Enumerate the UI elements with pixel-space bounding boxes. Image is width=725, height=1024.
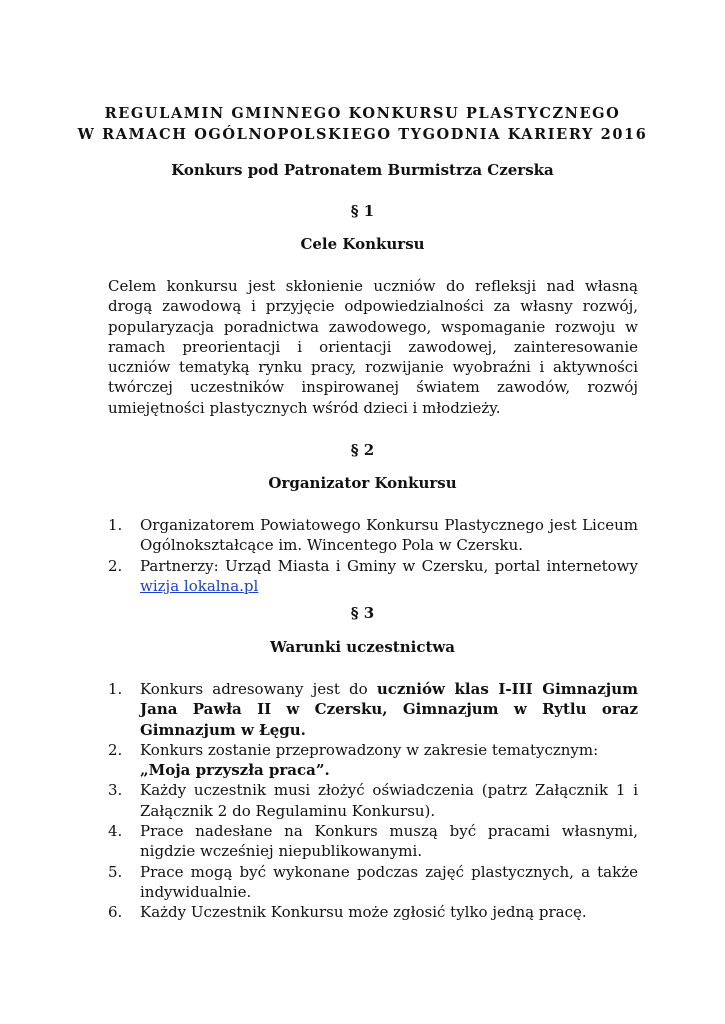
section-1-number: § 1 — [350, 202, 375, 220]
list-item-text: Konkurs adresowany jest do — [140, 680, 377, 698]
list-item — [108, 780, 638, 821]
list-item-number: 3. — [108, 781, 123, 800]
list-item — [108, 679, 638, 740]
list-item-bold-text: uczniów klas I-III Gimnazjum Jana Pawła II w Czersku, Gimnazjum w Rytlu oraz Gimnazjum w Łęgu. — [140, 680, 638, 739]
section-2-number: § 2 — [350, 441, 375, 459]
list-item — [108, 821, 638, 862]
list-item-number: 6. — [108, 903, 123, 922]
list-item — [108, 515, 638, 556]
list-item-text: Każdy uczestnik musi złożyć oświadczenia (patrz Załącznik 1 i Załącznik 2 do Regulaminu Konkursu). — [140, 781, 638, 820]
list-item — [108, 556, 638, 597]
list-item-number: 2. — [108, 740, 123, 759]
list-item-text: Organizatorem Powiatowego Konkursu Plastycznego jest Liceum Ogólnokształcące im. Wincentego Pola w Czersku. — [140, 516, 638, 555]
list-item-number: 1. — [108, 516, 123, 534]
section-1-heading: Cele Konkursu — [300, 235, 425, 253]
list-item-number: 5. — [108, 862, 123, 881]
list-item-number: 4. — [108, 822, 123, 841]
section-1-body: Celem konkursu jest skłonienie uczniów do refleksji nad własną drogą zawodową i przyjęcie odpowiedzialności za własny rozwój, popularyzacja poradnictwa zawodowego, wspomaganie rozwoju w ramach preorientacji i orientacji zawodowej, zainteresowanie uczniów tematyką rynku pracy, rozwijanie wyobraźni i aktywności twórczej uczestników inspirowanej światem zawodów, rozwój umiejętności plastycznych wśród dzieci i młodzieży. — [108, 277, 638, 417]
list-item-number: 2. — [108, 556, 123, 575]
section-3-number: § 3 — [350, 604, 375, 622]
list-item-text: Konkurs zostanie przeprowadzony w zakresie tematycznym: — [140, 740, 599, 759]
list-item-text: Prace nadesłane na Konkurs muszą być pracami własnymi, nigdzie wcześniej niepublikowanymi. — [140, 822, 638, 861]
list-item-text: Każdy Uczestnik Konkursu może zgłosić tylko jedną pracę. — [140, 903, 587, 922]
list-item-text: Partnerzy: Urząd Miasta i Gminy w Czersku, portal internetowy — [140, 556, 638, 575]
section-2-heading: Organizator Konkursu — [268, 474, 457, 492]
list-item — [108, 902, 638, 922]
section-2-list — [108, 515, 638, 596]
list-item — [108, 862, 638, 903]
document-title-line-1: REGULAMIN GMINNEGO KONKURSU PLASTYCZNEGO — [104, 105, 621, 122]
partner-portal-link[interactable]: wizja lokalna.pl — [140, 576, 259, 595]
section-3-heading: Warunki uczestnictwa — [269, 638, 456, 656]
section-3-list — [108, 679, 638, 923]
list-item-text: Prace mogą być wykonane podczas zajęć plastycznych, a także indywidualnie. — [140, 862, 638, 901]
list-item-number: 1. — [108, 680, 123, 698]
document-title-line-2: W RAMACH OGÓLNOPOLSKIEGO TYGODNIA KARIERY 2016 — [77, 126, 648, 143]
patronage-line: Konkurs pod Patronatem Burmistrza Czerska — [171, 161, 554, 179]
list-item — [108, 740, 638, 781]
list-item-bold-text: „Moja przyszła praca”. — [140, 761, 330, 780]
